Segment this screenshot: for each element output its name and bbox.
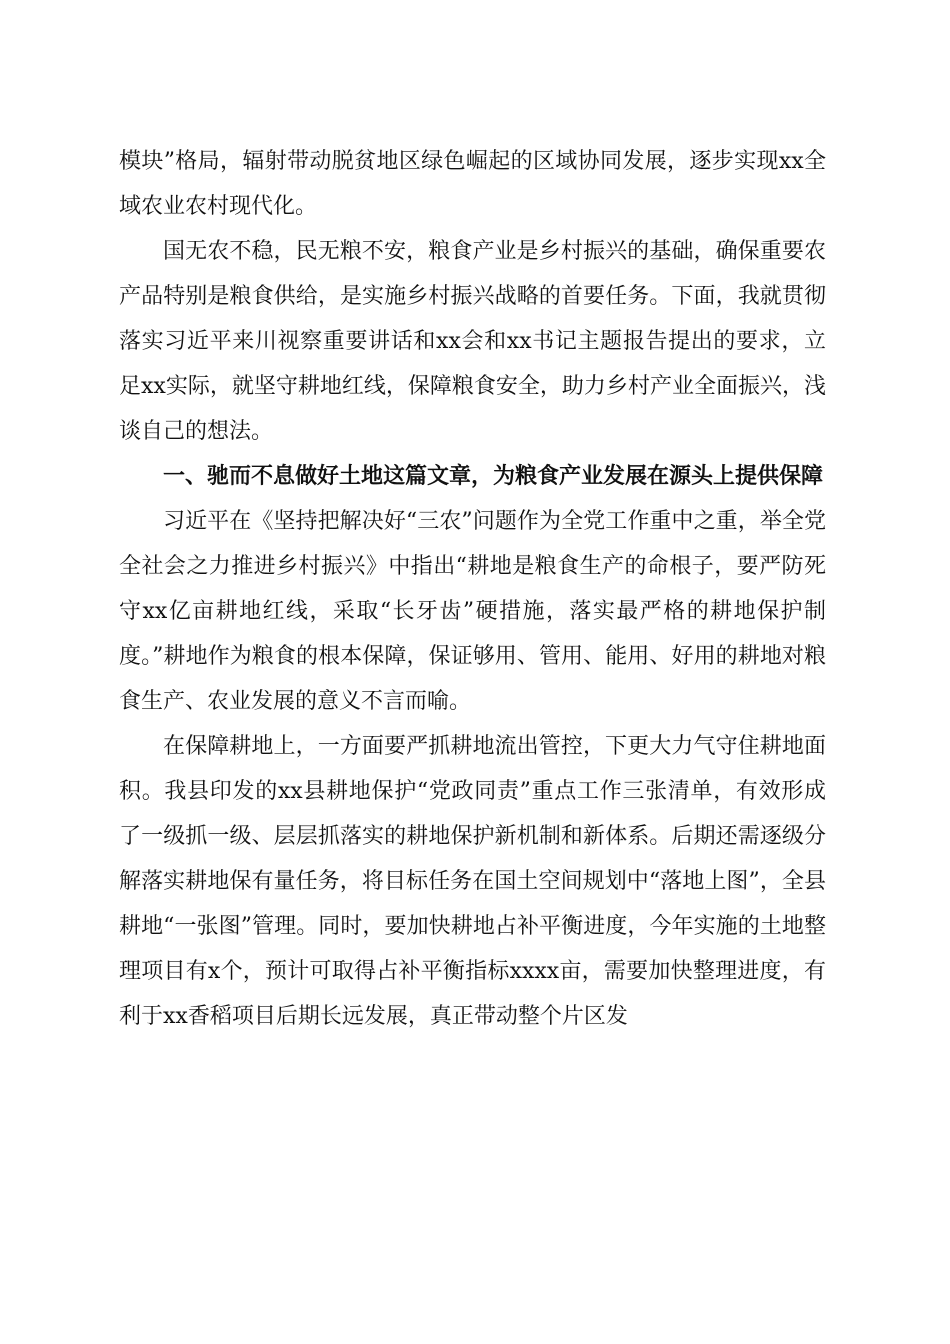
paragraph-xi-quote: 习近平在《坚持把解决好“三农”问题作为全党工作重中之重，举全党全社会之力推进乡村振兴》中指出“耕地是粮食生产的命根子，要严防死守xx亿亩耕地红线，采取“长牙齿”硬措施，落实最严格的耕地保护制度。”耕地作为粮食的根本保障，保证够用、管用、能用、好用的耕地对粮食生产、农业发展的意义不言而喻。: [119, 509, 826, 714]
paragraph-continued: 模块”格局，辐射带动脱贫地区绿色崛起的区域协同发展，逐步实现xx全域农业农村现代化。: [119, 149, 826, 219]
paragraph-food-security: 国无农不稳，民无粮不安，粮食产业是乡村振兴的基础，确保重要农产品特别是粮食供给，是实施乡村振兴战略的首要任务。下面，我就贯彻落实习近平来川视察重要讲话和xx会和xx书记主题报告提出的要求，立足xx实际，就坚守耕地红线，保障粮食安全，助力乡村产业全面振兴，浅谈自己的想法。: [119, 239, 826, 444]
section-heading-1: 一、驰而不息做好土地这篇文章，为粮食产业发展在源头上提供保障: [163, 464, 824, 489]
paragraph-farmland-protection: 在保障耕地上，一方面要严抓耕地流出管控，下更大力气守住耕地面积。我县印发的xx县耕地保护“党政同责”重点工作三张清单，有效形成了一级抓一级、层层抓落实的耕地保护新机制和新体系。后期还需逐级分解落实耕地保有量任务，将目标任务在国土空间规划中“落地上图”，全县耕地“一张图”管理。同时，要加快耕地占补平衡进度，今年实施的土地整理项目有x个，预计可取得占补平衡指标xxxx亩，需要加快整理进度，有利于xx香稻项目后期长远发展，真正带动整个片区发: [119, 734, 826, 1029]
document-body: [119, 139, 826, 1039]
